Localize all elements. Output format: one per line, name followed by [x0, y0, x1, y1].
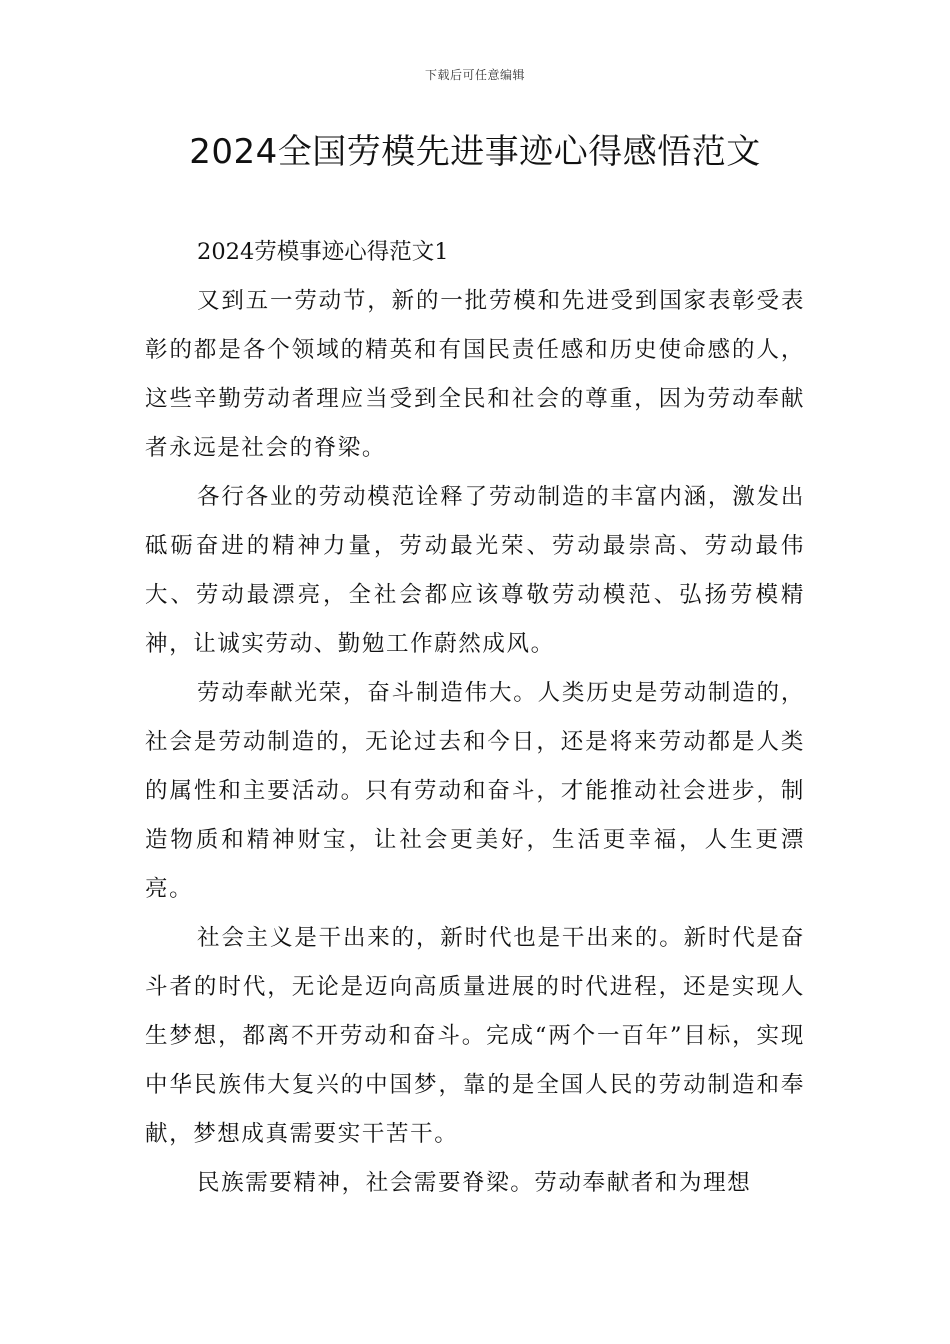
- paragraph-4: 社会主义是干出来的，新时代也是干出来的。新时代是奋斗者的时代，无论是迈向高质量进展的时代进程，还是实现人生梦想，都离不开劳动和奋斗。完成“两个一百年”目标，实现中华民族伟大复兴的中国梦，靠的是全国人民的劳动制造和奉献，梦想成真需要实干苦干。: [145, 925, 805, 1147]
- paragraph-3: 劳动奉献光荣，奋斗制造伟大。人类历史是劳动制造的，社会是劳动制造的，无论过去和今日，还是将来劳动都是人类的属性和主要活动。只有劳动和奋斗，才能推动社会进步，制造物质和精神财宝，让社会更美好，生活更幸福，人生更漂亮。: [145, 680, 805, 902]
- document-body: [145, 228, 805, 1208]
- header-note: 下载后可任意编辑: [424, 68, 525, 82]
- paragraph-5: 民族需要精神，社会需要脊梁。劳动奉献者和为理想: [197, 1170, 752, 1196]
- document-title: 2024全国劳模先进事迹心得感悟范文: [189, 132, 761, 172]
- section-subheading: 2024劳模事迹心得范文1: [197, 239, 449, 265]
- paragraph-1: 又到五一劳动节，新的一批劳模和先进受到国家表彰受表彰的都是各个领域的精英和有国民责任感和历史使命感的人，这些辛勤劳动者理应当受到全民和社会的尊重，因为劳动奉献者永远是社会的脊梁。: [145, 288, 805, 461]
- paragraph-2: 各行各业的劳动模范诠释了劳动制造的丰富内涵，激发出砥砺奋进的精神力量，劳动最光荣、劳动最崇高、劳动最伟大、劳动最漂亮，全社会都应该尊敬劳动模范、弘扬劳模精神，让诚实劳动、勤勉工作蔚然成风。: [145, 484, 805, 657]
